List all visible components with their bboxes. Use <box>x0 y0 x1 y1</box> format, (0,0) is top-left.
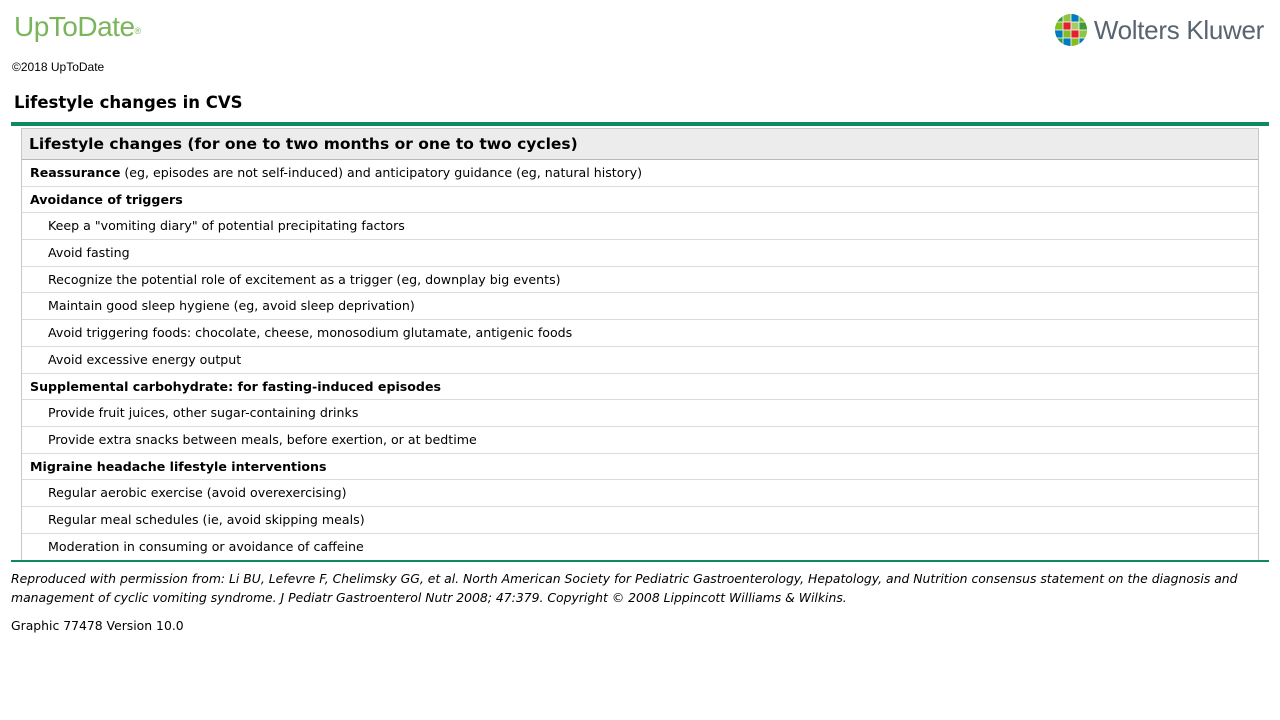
section-heading: Avoidance of triggers <box>30 191 183 207</box>
uptodate-logo <box>14 10 141 44</box>
table-row <box>22 293 1258 320</box>
row-text: Regular meal schedules (ie, avoid skipping meals) <box>48 511 365 527</box>
section-heading: Supplemental carbohydrate: for fasting-induced episodes <box>30 378 441 394</box>
table-row <box>22 480 1258 507</box>
section-heading: Migraine headache lifestyle interventions <box>30 458 327 474</box>
table-row <box>22 267 1258 294</box>
table-body <box>22 160 1258 560</box>
page-title: Lifestyle changes in CVS <box>14 93 243 112</box>
graphic-version: Graphic 77478 Version 10.0 <box>11 618 184 633</box>
table-row <box>22 400 1258 427</box>
table-row <box>22 187 1258 214</box>
row-text: Moderation in consuming or avoidance of caffeine <box>48 538 364 554</box>
row-text: Maintain good sleep hygiene (eg, avoid sleep deprivation) <box>48 298 415 314</box>
table-row <box>22 240 1258 267</box>
row-lead-text: Reassurance <box>30 165 121 180</box>
wolters-kluwer-logo <box>1054 12 1264 48</box>
table-row <box>22 534 1258 561</box>
table-row <box>22 454 1258 481</box>
registered-mark: ® <box>134 26 141 36</box>
row-text: Avoid fasting <box>48 245 130 261</box>
table-row <box>22 374 1258 401</box>
table-row <box>22 160 1258 187</box>
lifestyle-table <box>21 128 1259 560</box>
table-header: Lifestyle changes (for one to two months or one to two cycles) <box>22 129 1258 160</box>
copyright-notice: ©2018 UpToDate <box>12 60 105 74</box>
table-row <box>22 213 1258 240</box>
brand-name: UpToDate <box>14 11 135 42</box>
publisher-name: Wolters Kluwer <box>1093 14 1264 45</box>
row-text: Provide extra snacks between meals, before exertion, or at bedtime <box>48 431 477 447</box>
row-text: (eg, episodes are not self-induced) and anticipatory guidance (eg, natural history) <box>120 165 642 180</box>
citation-text: Reproduced with permission from: Li BU, Lefevre F, Chelimsky GG, et al. North American Society for Pediatric Gastroenterology, Hepatology, and Nutrition consensus statement on the diagnosis and management of cyclic vomiting syndrome. J Pediatr Gastroenterol Nutr 2008; 47:379. Copyright © 2008 Lippincott Williams & Wilkins. <box>11 571 1238 605</box>
row-text: Regular aerobic exercise (avoid overexercising) <box>48 485 347 501</box>
row-text: Provide fruit juices, other sugar-containing drinks <box>48 405 359 421</box>
table-row <box>22 507 1258 534</box>
table-row <box>22 347 1258 374</box>
table-bottom-divider <box>11 560 1269 562</box>
row-text: Recognize the potential role of excitement as a trigger (eg, downplay big events) <box>48 271 561 287</box>
table-row <box>22 320 1258 347</box>
table-row <box>22 427 1258 454</box>
row-text: Keep a "vomiting diary" of potential precipitating factors <box>48 218 405 234</box>
row-text: Avoid excessive energy output <box>48 351 242 367</box>
title-divider <box>11 122 1269 126</box>
row-text: Avoid triggering foods: chocolate, cheese, monosodium glutamate, antigenic foods <box>48 325 573 341</box>
wolters-kluwer-globe-icon <box>1054 13 1088 47</box>
